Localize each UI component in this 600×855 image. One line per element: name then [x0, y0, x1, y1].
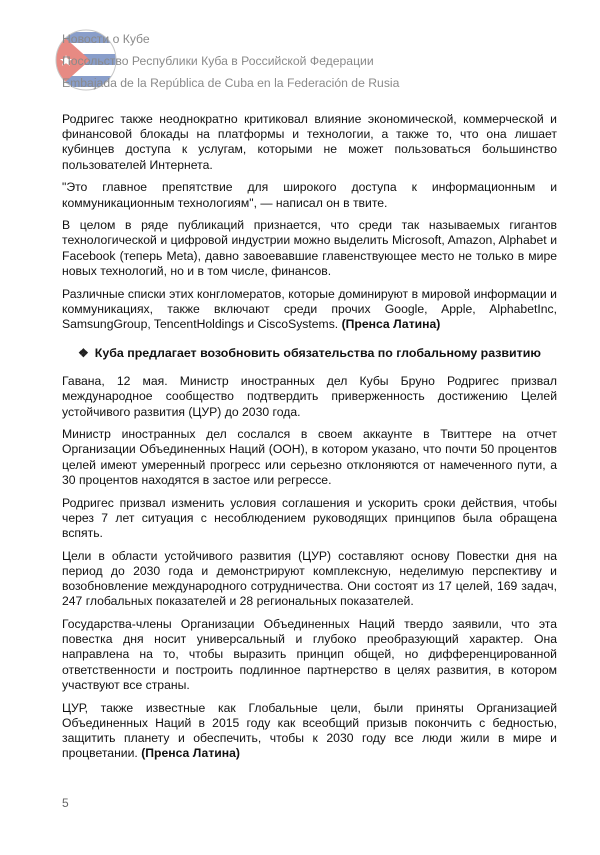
article1-source: (Пренса Латина) [341, 316, 441, 331]
page-header [50, 26, 530, 96]
header-title: Новости о Кубе [62, 32, 150, 46]
article1-paragraph-1: Родригес также неоднократно критиковал влияние экономической, коммерческой и финансовой блокады на платформы и технологии, а также то, что она лишает кубинцев доступа к услугам, которыми не может пользоваться большинство пользователей Интернета. [62, 112, 557, 172]
article1-paragraph-2: "Это главное препятствие для широкого доступа к информационным и коммуникационным технологиям", — написал он в твите. [62, 180, 557, 210]
header-embassy-ru: Посольство Республики Куба в Российской Федерации [62, 54, 374, 68]
article2-heading [78, 346, 557, 360]
document-body [62, 112, 557, 769]
article2-paragraph-2: Министр иностранных дел сослался в своем аккаунте в Твиттере на отчет Организации Объединенных Наций (ООН), в котором указано, что почти 50 процентов целей имеют умеренный прогресс или серьезно отклоняются от намеченного пути, а 30 процентов находятся в застое или регрессе. [62, 427, 557, 487]
page-number: 5 [62, 796, 69, 810]
article2-paragraph-6 [62, 701, 557, 762]
article2-paragraph-3: Родригес призвал изменить условия соглашения и ускорить сроки действия, чтобы через 7 лет ситуация с несоблюдением руководящих принципов была обращена вспять. [62, 495, 557, 540]
article1-paragraph-4 [62, 287, 557, 333]
article2-source: (Пренса Латина) [141, 746, 240, 761]
diamond-bullet-icon: ❖ [78, 346, 89, 361]
article2-paragraph-4: Цели в области устойчивого развития (ЦУР) составляют основу Повестки дня на период до 2030 года и демонстрируют комплексную, неделимую перспективу и возобновление международного сотрудничества. Они состоят из 17 целей, 169 задач, 247 глобальных показателей и 28 региональных показателей. [62, 548, 557, 609]
article1-paragraph-3: В целом в ряде публикаций признается, что среди так называемых гигантов технологической и цифровой индустрии можно выделить Microsoft, Amazon, Alphabet и Facebook (теперь Meta), давно завоевавшие главенствующее место не только в мире новых технологий, но и в том числе, финансов. [62, 218, 557, 278]
article2-paragraph-6-text: ЦУР, также известные как Глобальные цели, были приняты Организацией Объединенных Наций в 2015 году как всеобщий призыв покончить с бедностью, защитить планету и обеспечить, чтобы к 2030 году все люди жили в мире и процветании. [62, 700, 557, 761]
header-embassy-es: Embajada de la República de Cuba en la Federación de Rusia [62, 76, 400, 90]
article2-paragraph-5: Государства-члены Организации Объединенных Наций твердо заявили, что эта повестка дня носит универсальный и глубоко преобразующий характер. Она направлена на то, чтобы выразить принцип общей, но дифференцированной ответственности и построить подлинное партнерство в целях развития, в котором участвуют все страны. [62, 616, 557, 692]
article2-title: Куба предлагает возобновить обязательства по глобальному развитию [94, 346, 541, 361]
article2-paragraph-1: Гавана, 12 мая. Министр иностранных дел Кубы Бруно Родригес призвал международное сообщество подтвердить приверженность достижению Целей устойчивого развития (ЦУР) до 2030 года. [62, 374, 557, 419]
article1-paragraph-4-text: Различные списки этих конгломератов, которые доминируют в мировой информации и коммуникациях, также включают среди прочих Google, Apple, AlphabetInc, SamsungGroup, TencentHoldings и CiscoSystems. [62, 286, 557, 331]
